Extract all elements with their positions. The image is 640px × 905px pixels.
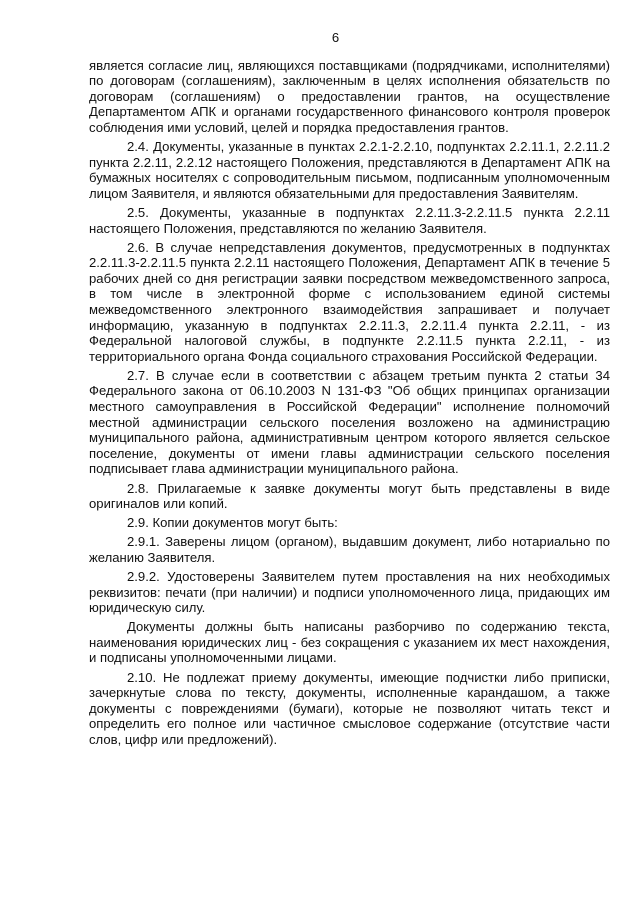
paragraph-continuation: является согласие лиц, являющихся поставщиками (подрядчиками, исполнителями) по договорам (соглашениям), заключенным в целях исполнения обязательств по договорам (соглашениям) о предоставлении грантов, на осуществление Департаментом АПК и органами государственного финансового контроля проверок соблюдения ими условий, целей и порядка предоставления грантов. xyxy=(89,57,610,135)
paragraph-2-6: 2.6. В случае непредставления документов, предусмотренных в подпунктах 2.2.11.3-2.2.11.5 пункта 2.2.11 настоящего Положения, Департамент АПК в течение 5 рабочих дней со дня регистрации заявки посредством межведомственного запроса, в том числе в электронной форме с использованием единой системы межведомственного электронного взаимодействия запрашивает и получает информацию, указанную в подпунктах 2.2.11.3, 2.2.11.4 пункта 2.2.11, - из Федеральной налоговой службы, в подпункте 2.2.11.5 пункта 2.2.11, - из территориального органа Фонда социального страхования Российской Федерации. xyxy=(89,239,610,364)
paragraph-documents-requirements: Документы должны быть написаны разборчиво по содержанию текста, наименования юридических лиц - без сокращения с указанием их мест нахождения, и подписаны уполномоченными лицами. xyxy=(89,619,610,666)
paragraph-2-9-2: 2.9.2. Удостоверены Заявителем путем проставления на них необходимых реквизитов: печати (при наличии) и подписи уполномоченного лица, придающих им юридическую силу. xyxy=(89,569,610,616)
paragraph-2-10: 2.10. Не подлежат приему документы, имеющие подчистки либо приписки, зачеркнутые слова по тексту, документы, исполненные карандашом, а также документы с повреждениями (бумаги), которые не позволяют читать текст и определить его полное или частичное смысловое содержание (отсутствие части слов, цифр или предложений). xyxy=(89,669,610,747)
paragraph-2-9: 2.9. Копии документов могут быть: xyxy=(127,515,338,531)
paragraph-2-5: 2.5. Документы, указанные в подпунктах 2.2.11.3-2.2.11.5 пункта 2.2.11 настоящего Положения, представляются по желанию Заявителя. xyxy=(89,204,610,236)
paragraph-2-8: 2.8. Прилагаемые к заявке документы могут быть представлены в виде оригиналов или копий. xyxy=(89,480,610,512)
page-number: 6 xyxy=(331,30,340,45)
paragraph-2-9-1: 2.9.1. Заверены лицом (органом), выдавшим документ, либо нотариально по желанию Заявителя. xyxy=(89,534,610,565)
paragraph-2-7: 2.7. В случае если в соответствии с абзацем третьим пункта 2 статьи 34 Федерального закона от 06.10.2003 N 131-ФЗ "Об общих принципах организации местного самоуправления в Российской Федерации" исполнение полномочий местной администрации сельского поселения возложено на администрацию муниципального района, административным центром которого является сельское поселение, документы от имени главы администрации сельского поселения подписывает глава администрации муниципального района. xyxy=(89,367,610,477)
paragraph-2-4: 2.4. Документы, указанные в пунктах 2.2.1-2.2.10, подпунктах 2.2.11.1, 2.2.11.2 пункта 2.2.11, 2.2.12 настоящего Положения, представляются в Департамент АПК на бумажных носителях с сопроводительным письмом, подписанным уполномоченным лицом Заявителя, и являются обязательными для предоставления Заявителям. xyxy=(89,139,610,201)
